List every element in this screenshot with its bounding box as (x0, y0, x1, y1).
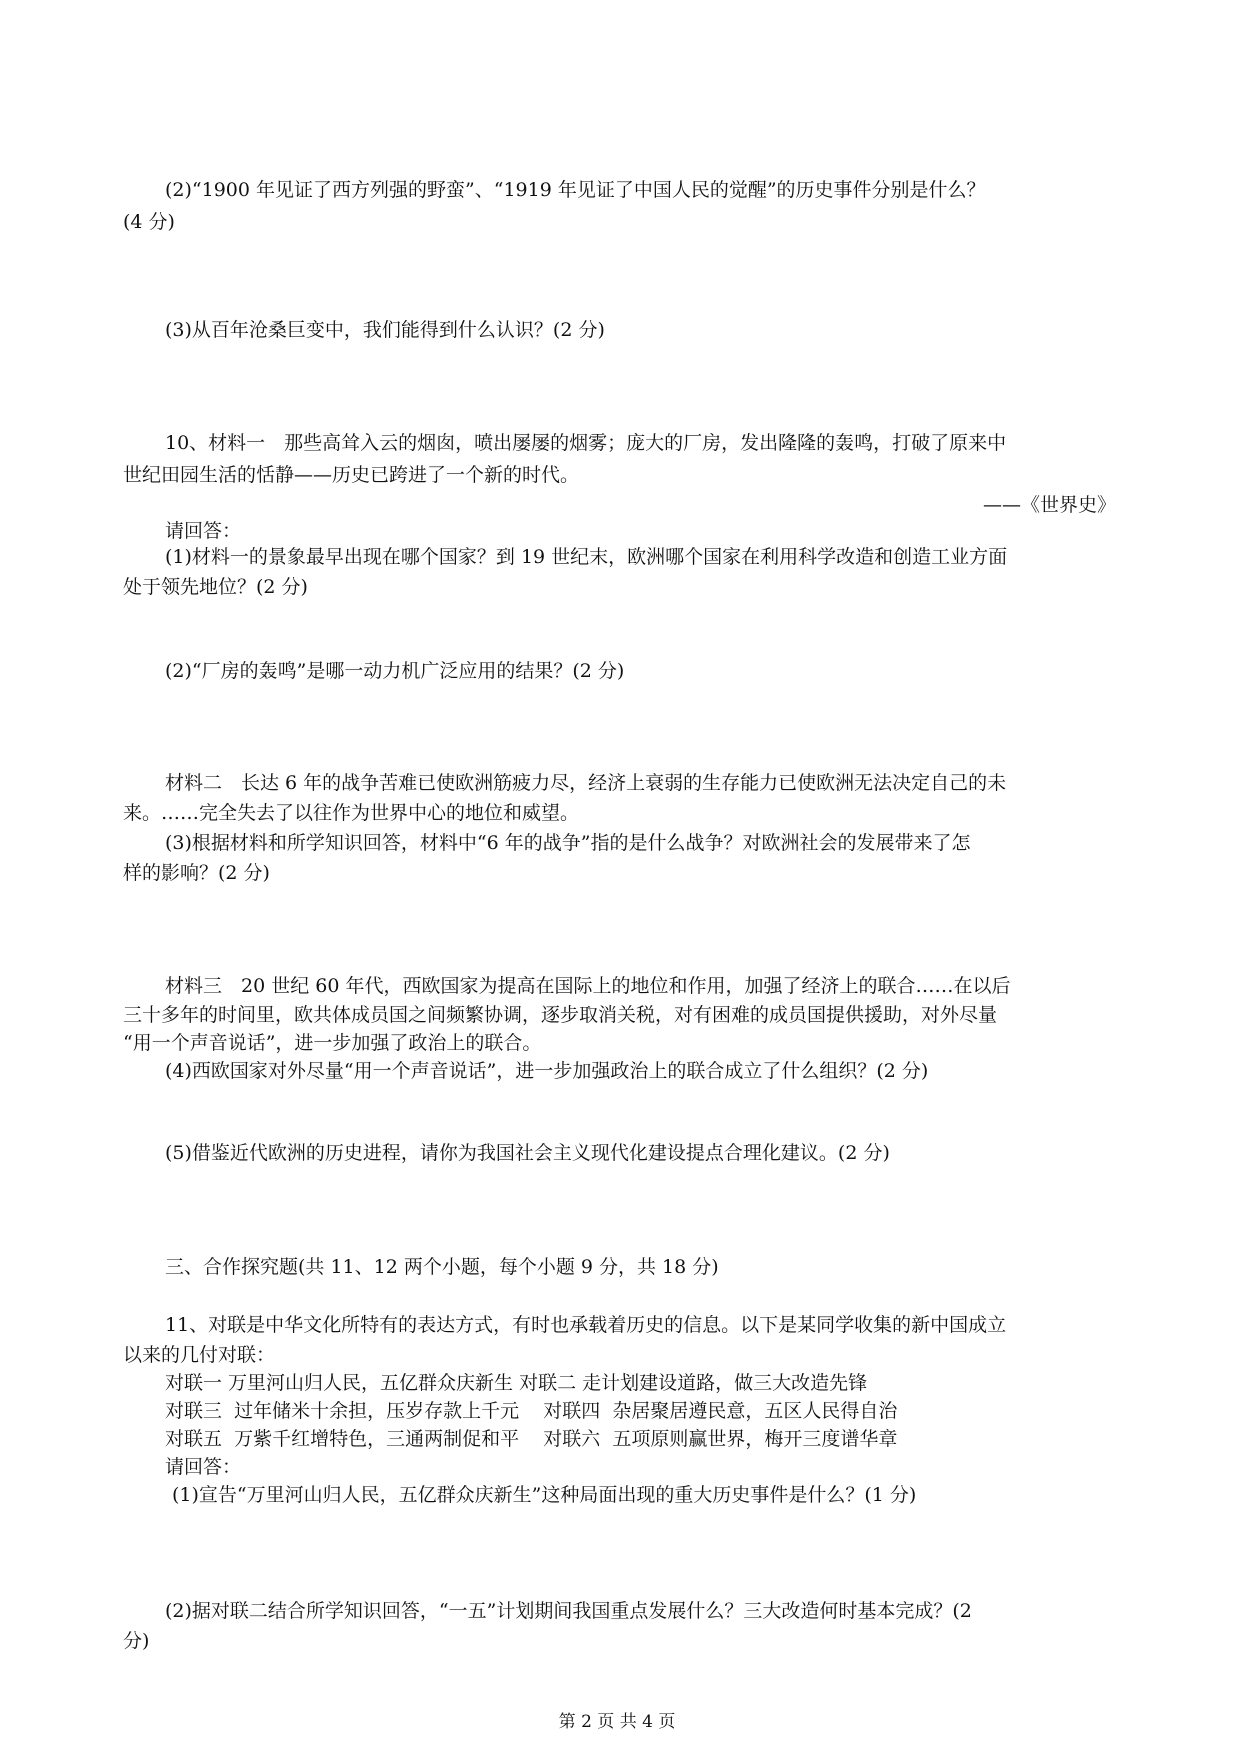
q10-material3-text-cont1: 三十多年的时间里，欧共体成员国之间频繁协调，逐步取消关税，对有困难的成员国提供援助，对外尽量 (123, 1004, 998, 1026)
q10-material2-text: 材料二 长达 6 年的战争苦难已使欧洲筋疲力尽，经济上衰弱的生存能力已使欧洲无法决定自己的未 (165, 772, 1007, 794)
q11-sub2-text: (2)据对联二结合所学知识回答，“一五”计划期间我国重点发展什么？三大改造何时基本完成？(2 (165, 1600, 972, 1622)
q9-sub3-text: (3)从百年沧桑巨变中，我们能得到什么认识？(2 分) (165, 319, 605, 341)
q9-sub2-score: (4 分) (123, 211, 175, 233)
q11-couplet-row-1: 对联一 万里河山归人民，五亿群众庆新生 对联二 走计划建设道路，做三大改造先锋 (165, 1372, 868, 1394)
q11-prompt: 请回答： (165, 1456, 242, 1478)
q11-intro-cont: 以来的几付对联： (123, 1344, 276, 1366)
q10-material1-text: 10、材料一 那些高耸入云的烟囱，喷出屡屡的烟雾；庞大的厂房，发出隆隆的轰鸣，打破了原来中 (165, 432, 1007, 454)
q10-sub3-text: (3)根据材料和所学知识回答，材料中“6 年的战争”指的是什么战争？对欧洲社会的发展带来了怎 (165, 832, 971, 854)
q10-material1-source: ——《世界史》 (982, 494, 1116, 516)
q11-sub1-text: (1)宣告“万里河山归人民，五亿群众庆新生”这种局面出现的重大历史事件是什么？(1 分) (172, 1484, 917, 1506)
q11-couplet-row-3: 对联五 万紫千红增特色，三通两制促和平 对联六 五项原则赢世界，梅开三度谱华章 (165, 1428, 898, 1450)
q10-sub1-text-cont: 处于领先地位？(2 分) (123, 576, 308, 598)
q11-intro: 11、对联是中华文化所特有的表达方式，有时也承载着历史的信息。以下是某同学收集的新中国成立 (165, 1314, 1007, 1336)
page-footer (0, 1707, 1234, 1732)
page-number: 第 2 页 共 4 页 (558, 1712, 676, 1732)
section3-heading: 三、合作探究题(共 11、12 两个小题，每个小题 9 分，共 18 分) (165, 1256, 719, 1278)
q10-sub1-text: (1)材料一的景象最早出现在哪个国家？到 19 世纪末，欧洲哪个国家在利用科学改造和创造工业方面 (165, 546, 1008, 568)
q10-sub5-text: (5)借鉴近代欧洲的历史进程，请你为我国社会主义现代化建设提点合理化建议。(2 分) (165, 1142, 890, 1164)
q10-material3-text: 材料三 20 世纪 60 年代，西欧国家为提高在国际上的地位和作用，加强了经济上的联合……在以后 (165, 975, 1011, 997)
q11-sub2-text-cont: 分) (123, 1630, 150, 1652)
q10-material1-text-cont: 世纪田园生活的恬静——历史已跨进了一个新的时代。 (123, 464, 580, 486)
q10-material2-text-cont: 来。……完全失去了以往作为世界中心的地位和威望。 (123, 802, 580, 824)
q10-material3-text-cont2: “用一个声音说话”，进一步加强了政治上的联合。 (123, 1032, 542, 1054)
q9-sub2-text: (2)“1900 年见证了西方列强的野蛮”、“1919 年见证了中国人民的觉醒”的历史事件分别是什么？ (165, 179, 986, 201)
q10-sub3-text-cont: 样的影响？(2 分) (123, 862, 270, 884)
q10-prompt: 请回答： (165, 520, 242, 542)
q11-couplet-row-2: 对联三 过年储米十余担，压岁存款上千元 对联四 杂居聚居遵民意，五区人民得自治 (165, 1400, 898, 1422)
q10-sub2-text: (2)“厂房的轰鸣”是哪一动力机广泛应用的结果？(2 分) (165, 660, 625, 682)
q10-sub4-text: (4)西欧国家对外尽量“用一个声音说话”，进一步加强政治上的联合成立了什么组织？(2 分) (165, 1060, 929, 1082)
